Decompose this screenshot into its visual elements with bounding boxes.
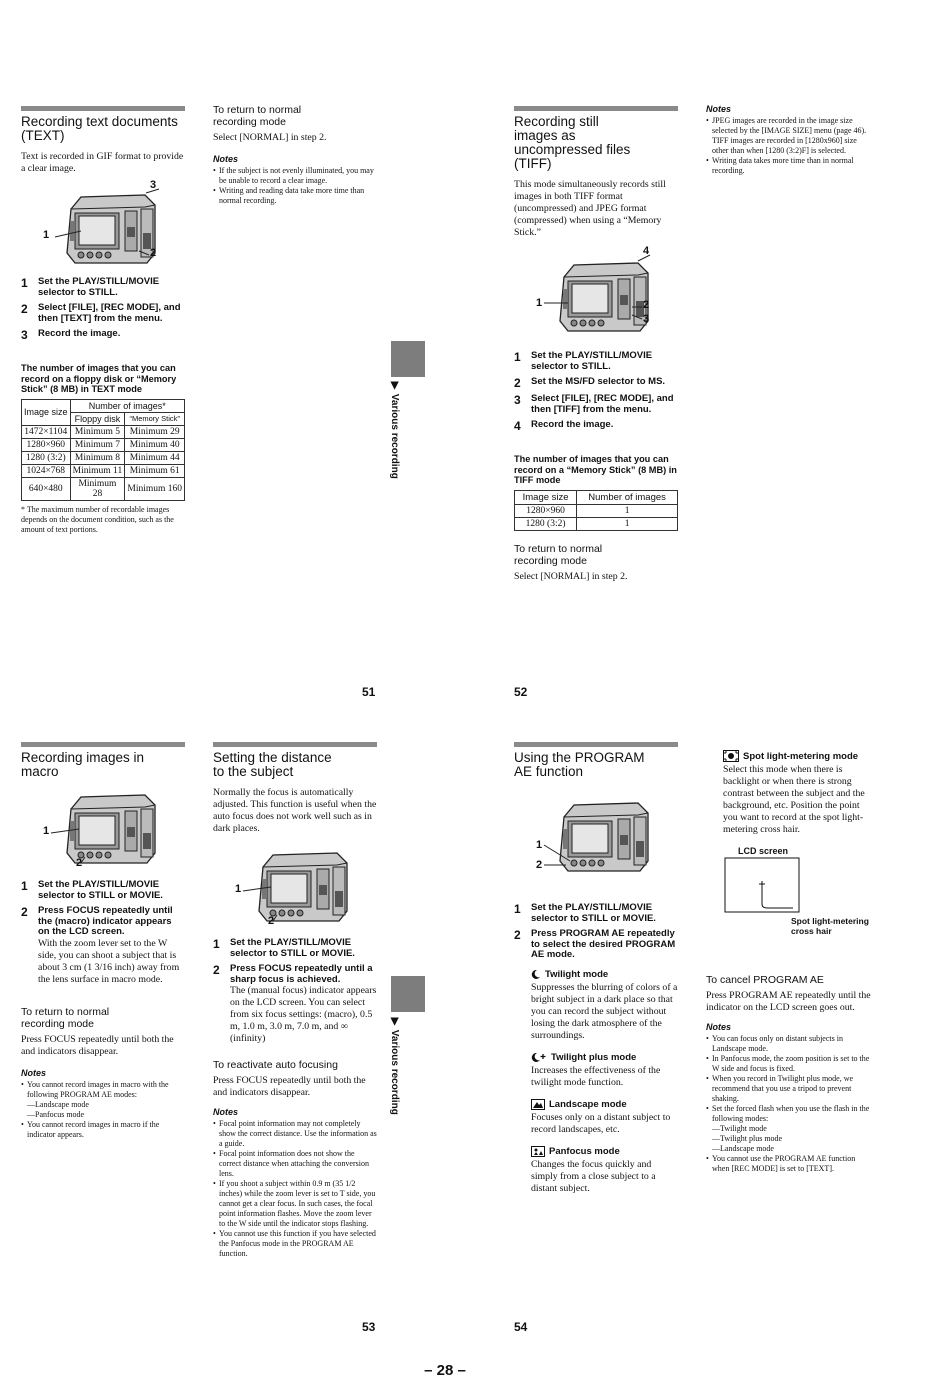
step-item: 2 Set the MS/FD selector to MS. (514, 376, 666, 390)
table-header: Number of images (577, 490, 678, 504)
crosshair-label: Spot light-metering cross hair (791, 916, 869, 936)
notes-list (21, 1120, 185, 1140)
spot-metering-icon (723, 750, 739, 762)
note-item: • Writing and reading data take more time than normal recording. (213, 186, 378, 206)
note-subitem: — Panfocus mode (27, 1110, 185, 1120)
capacity-table (21, 399, 185, 501)
note-item: • Focal point information may not completely show the correct distance. Use the information as a guide. (213, 1119, 377, 1149)
notes-list (706, 116, 871, 176)
intro-text: Normally the focus is automatically adjusted. This function is useful when the auto focus does not work well such as in dark places. (213, 787, 377, 834)
page-number: 53 (362, 1320, 376, 1334)
camera-illustration (21, 181, 185, 271)
note-item: • If you shoot a subject within 0.9 m (35 1/2 inches) while the zoom lever is set to T side, you cannot get a clear focus. In such cases, the focal point information flashes. Move the zoom lever to the W side until the indicator stops flashing. (213, 1179, 377, 1229)
table-heading: The number of images that you can record on a “Memory Stick” (8 MB) in TIFF mode (514, 454, 677, 485)
page-51-right (213, 104, 378, 206)
notes-list (21, 1080, 185, 1100)
mountain-icon (531, 1099, 545, 1110)
section-bar (21, 742, 185, 747)
notes-heading: Notes (213, 154, 239, 164)
step-item: 1 Set the PLAY/STILL/MOVIE selector to STILL or MOVIE. (213, 937, 355, 959)
return-heading: To return to normal recording mode (213, 104, 302, 128)
camera-illustration (514, 799, 678, 895)
table-header: Image size (22, 399, 71, 425)
steps-list (213, 938, 377, 1045)
notes-heading: Notes (706, 1022, 732, 1032)
note-item: • You cannot record images in macro with the following PROGRAM AE modes: (21, 1080, 185, 1100)
note-item: • Writing data takes more time than in normal recording. (706, 156, 871, 176)
camera-illustration (213, 845, 377, 933)
side-tab-label: ▶ Various recording (389, 1016, 400, 1115)
step-item: 3 Record the image. (21, 328, 121, 342)
table-row: 640×480 Minimum 28 Minimum 160 (22, 477, 185, 500)
table-header: Number of images* (70, 399, 184, 412)
note-item: • You can focus only on distant subjects in Landscape mode. (706, 1034, 871, 1054)
return-heading: To return to normal recording mode (514, 542, 603, 567)
note-item: • JPEG images are recorded in the image size selected by the [IMAGE SIZE] menu (page 46). TIFF images are recorded in [1280x960] size other than when [1280 (3:2)F] is selected. (706, 116, 871, 156)
page-53-left (21, 742, 185, 1140)
table-header: Floppy disk (70, 412, 125, 425)
moon-icon (531, 969, 541, 979)
callout-4: 4 (643, 245, 650, 257)
lcd-screen-label: LCD screen (738, 846, 789, 856)
page-number: 54 (514, 1320, 528, 1334)
note-subitem: — Twilight plus mode (712, 1134, 871, 1144)
section-bar (514, 742, 678, 747)
note-subitem: — Landscape mode (27, 1100, 185, 1110)
intro-text: This mode simultaneously records still images in both TIFF format (uncompressed) and JPEG format (compressed) when using a “Memory Stick.” (514, 179, 666, 238)
camera-illustration (514, 247, 678, 337)
return-heading: To return to normal recording mode (21, 1005, 110, 1030)
side-tab-label: ▶ Various recording (389, 380, 400, 479)
section-tab (391, 341, 425, 377)
note-item: • You cannot use this function if you have selected the Panfocus mode in the PROGRAM AE function. (213, 1229, 377, 1259)
callout-1: 1 (536, 839, 543, 851)
footer-page-number: – 28 – (424, 1362, 466, 1379)
note-item: • When you record in Twilight plus mode, we recommend that you use a tripod to prevent shaking. (706, 1074, 871, 1104)
reactivate-heading: To reactivate auto focusing (213, 1059, 338, 1071)
table-row: 1280 (3:2) 1 (515, 517, 678, 530)
section-title: Using the PROGRAM AE function (514, 750, 645, 779)
section-title: Recording images in macro (21, 750, 145, 779)
step-item: 1 Set the PLAY/STILL/MOVIE selector to STILL or MOVIE. (514, 902, 656, 924)
moon-plus-icon (531, 1052, 547, 1062)
table-heading: The number of images that you can record on a floppy disk or “Memory Stick” (8 MB) in TEXT mode (21, 363, 177, 394)
note-item: • Set the forced flash when you use the flash in the following modes: (706, 1104, 871, 1124)
callout-2: 2 (150, 247, 157, 259)
section-title: Recording text documents (TEXT) (21, 114, 178, 143)
step-item: 2 Press FOCUS repeatedly until the (macro) indicator appears on the LCD screen. With the zoom lever set to the W side, you can shoot a subject that is about 3 cm (1 3/16 inch) away from the lens surface in macro mode. (21, 905, 180, 985)
section-title: Setting the distance to the subject (213, 750, 332, 779)
page-54-left (514, 742, 678, 1195)
mode-item: Twilight plus mode Increases the effectiveness of the twilight mode function. (531, 1051, 661, 1088)
notes-list (706, 1034, 871, 1124)
step-item: 1 Set the PLAY/STILL/MOVIE selector to STILL or MOVIE. (21, 879, 163, 901)
notes-heading: Notes (213, 1107, 239, 1117)
intro-text: Text is recorded in GIF format to provide a clear image. (21, 151, 184, 174)
step-item: 4 Record the image. (514, 419, 614, 433)
page-number: 51 (362, 685, 376, 699)
step-item: 1 Set the PLAY/STILL/MOVIE selector to STILL. (514, 350, 653, 372)
notes-list (706, 1154, 871, 1174)
notes-list (213, 1119, 377, 1259)
section-title: Recording still images as uncompressed files (TIFF) (514, 114, 631, 171)
notes-sublist (706, 1124, 871, 1154)
steps-list (21, 277, 185, 341)
note-item: • You cannot use the PROGRAM AE function when [REC MODE] is set to [TEXT]. (706, 1154, 871, 1174)
note-subitem: — Twilight mode (712, 1124, 871, 1134)
lcd-diagram (723, 846, 873, 936)
spot-mode-text: Select this mode when there is backlight or when there is strong contrast between the subject and the background, etc. Position the point you want to record at the spot light-metering cross hair. (723, 764, 865, 835)
step-item: 2 Press PROGRAM AE repeatedly to select the desired PROGRAM AE mode. (514, 928, 676, 960)
callout-2: 2 (536, 859, 543, 871)
mode-list (514, 969, 678, 1195)
return-text: Press FOCUS repeatedly until both the and indicators disappear. (21, 1033, 174, 1057)
step-item: 1 Set the PLAY/STILL/MOVIE selector to STILL. (21, 276, 160, 298)
capacity-table (514, 490, 678, 531)
callout-1: 1 (235, 883, 242, 895)
notes-heading: Notes (706, 104, 732, 114)
steps-list (514, 351, 678, 432)
mode-item: Landscape mode Focuses only on a distant subject to record landscapes, etc. (531, 1098, 671, 1135)
callout-1: 1 (43, 825, 50, 837)
table-row: 1280 (3:2) Minimum 8 Minimum 44 (22, 451, 185, 464)
spot-mode-heading: Spot light-metering mode (723, 750, 873, 762)
mode-item: Panfocus mode Changes the focus quickly and simply from a close subject to a distant subject. (531, 1145, 656, 1194)
note-subitem: — Landscape mode (712, 1144, 871, 1154)
table-row: 1280×960 Minimum 7 Minimum 40 (22, 438, 185, 451)
section-bar (21, 106, 185, 111)
table-row: 1024×768 Minimum 11 Minimum 61 (22, 464, 185, 477)
page-52-left (514, 106, 678, 583)
mode-item: Twilight mode Suppresses the blurring of colors of a bright subject in a dark place so that you can record the subject without losing the dark atmosphere of the surroundings. (531, 968, 678, 1041)
cancel-heading: To cancel PROGRAM AE (706, 974, 824, 986)
note-item: • In Panfocus mode, the zoom position is set to the W side and focus is fixed. (706, 1054, 871, 1074)
table-header: Image size (515, 490, 577, 504)
callout-1: 1 (536, 297, 543, 309)
page-number: 52 (514, 685, 528, 699)
table-header: “Memory Stick” (125, 412, 185, 425)
camera-illustration (21, 787, 185, 875)
return-text: Select [NORMAL] in step 2. (213, 132, 327, 143)
note-item: • If the subject is not evenly illuminated, you may be unable to record a clear image. (213, 166, 378, 186)
callout-2: 2 (643, 299, 650, 311)
step-item: 2 Press FOCUS repeatedly until a sharp focus is achieved. The (manual focus) indicator appears on the LCD screen. You can select from six focus settings: (macro), 0.5 m, 1.0 m, 3.0 m, 7.0 m, and ∞ (infinity) (213, 963, 377, 1044)
footnote: * The maximum number of recordable images depends on the document condition, such as the amount of text portions. (21, 504, 174, 534)
step-item: 3 Select [FILE], [REC MODE], and then [TIFF] from the menu. (514, 393, 674, 415)
step-item: 2 Select [FILE], [REC MODE], and then [TEXT] from the menu. (21, 302, 181, 324)
table-row: 1472×1104 Minimum 5 Minimum 29 (22, 425, 185, 438)
callout-3: 3 (643, 313, 650, 325)
note-item: • You cannot record images in macro if the indicator appears. (21, 1120, 185, 1140)
steps-list (514, 903, 678, 961)
page-51-left (21, 106, 185, 535)
person-icon (531, 1146, 545, 1157)
section-bar (213, 742, 377, 747)
page-54-right (723, 750, 873, 936)
page-53-right (213, 742, 377, 1259)
callout-2: 2 (268, 915, 275, 927)
notes-sublist (21, 1100, 185, 1120)
note-item: • Focal point information does not show the correct distance when attaching the conversion lens. (213, 1149, 377, 1179)
callout-2: 2 (76, 857, 83, 869)
reactivate-text: Press FOCUS repeatedly until both the and indicators disappear. (213, 1075, 366, 1098)
callout-1: 1 (43, 229, 50, 241)
page-52-right (706, 104, 871, 176)
notes-list (213, 166, 378, 206)
page-54-right-lower (706, 966, 871, 1174)
section-tab (391, 976, 425, 1012)
section-bar (514, 106, 678, 111)
notes-heading: Notes (21, 1067, 47, 1078)
callout-3: 3 (150, 179, 157, 191)
steps-list (21, 880, 185, 986)
return-text: Select [NORMAL] in step 2. (514, 570, 628, 582)
cancel-text: Press PROGRAM AE repeatedly until the indicator on the LCD screen goes out. (706, 990, 871, 1013)
table-row: 1280×960 1 (515, 504, 678, 517)
